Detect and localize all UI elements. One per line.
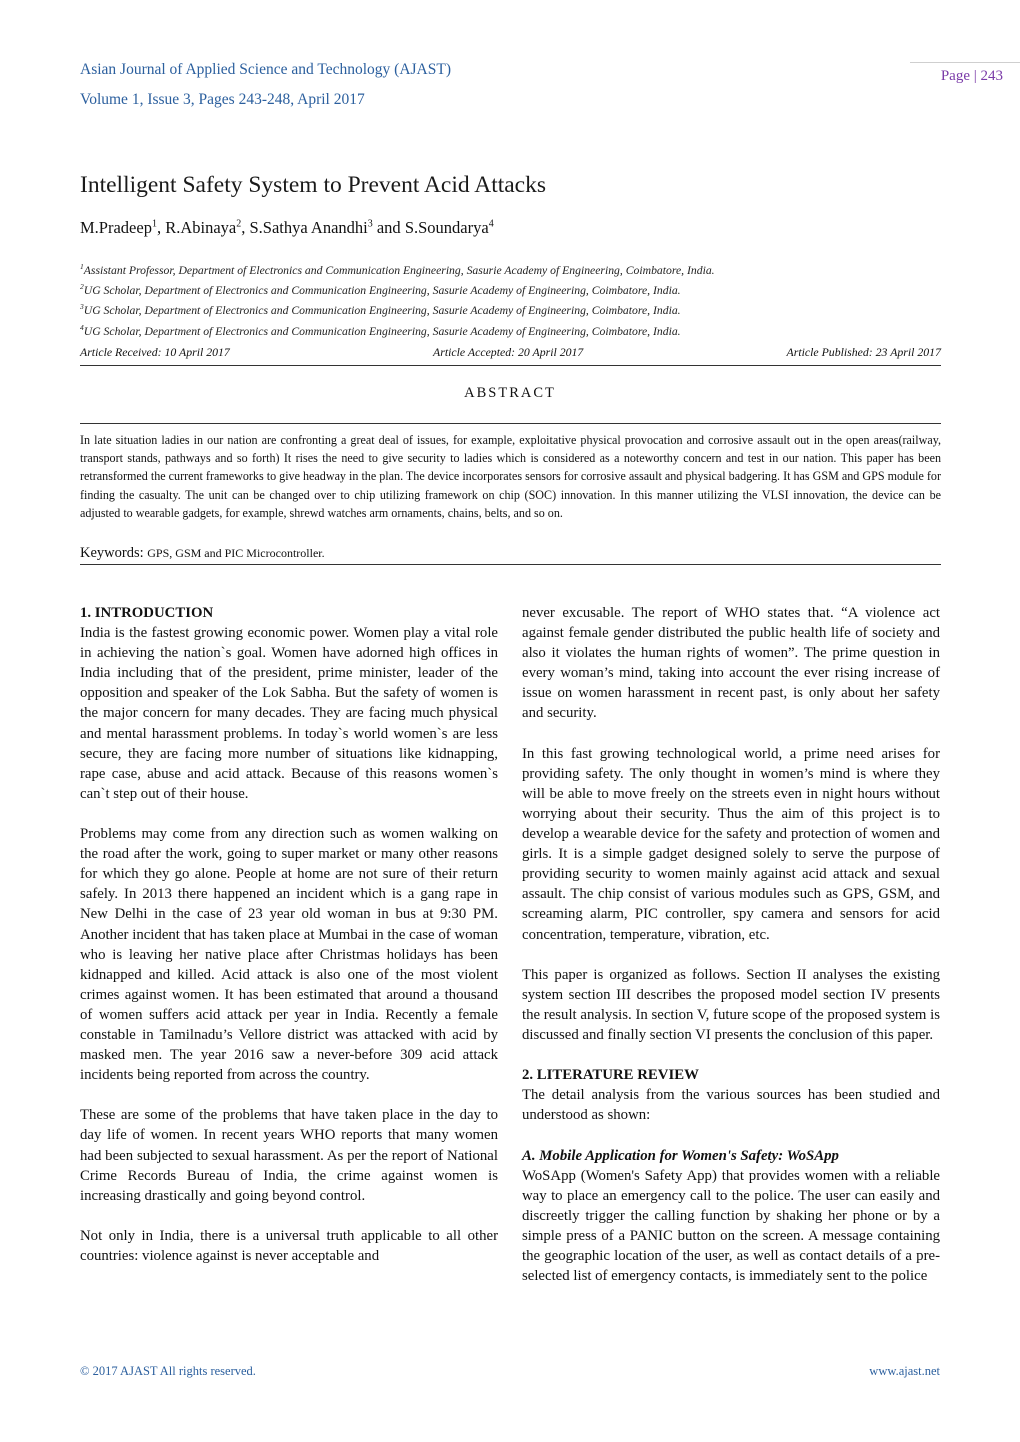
paragraph: The detail analysis from the various sources has been studied and understood as shown: (522, 1087, 940, 1124)
affiliation: $^2$UG Scholar, Department of Electronics and Communication Engineering, Sasurie Academy of Engineering, Coimbatore, India. (80, 282, 681, 298)
keywords-value: GPS, GSM and PIC Microcontroller. (147, 546, 325, 560)
paragraph: never excusable. The report of WHO states that. “A violence act against female gender distributed the public health life of society and also it violates the human rights of women”. The prime question in every woman’s mind, taking into account the ever rising increase of issue on women harassment in recent past, is only about her safety and security. (522, 605, 940, 722)
footer-website-link[interactable]: www.ajast.net (869, 1364, 940, 1378)
article-dates (80, 345, 941, 366)
paragraph: Problems may come from any direction such as women walking on the road after the work, going to super market or many other reasons for which they go alone. People at home are not sure of their return safely. In 2013 there happened an incident which is a gang rape in New Delhi in the case of 23 year old woman in bus at 9:30 PM. Another incident that has taken place at Mumbai in the case of woman who is leaving her native place after Christmas holidays has been kidnapped and killed. Acid attack is also one of the most violent crimes against women. It has been estimated that around a thousand of women suffers acid attack per year in India. Recently a female constable in Tamilnadu’s Vellore district was attacked with acid by masked men. The year 2016 saw a never-before 309 acid attack incidents being reported from across the country. (80, 826, 498, 1084)
date-accepted: Article Accepted: 20 April 2017 (433, 345, 584, 359)
keywords (80, 545, 325, 562)
affiliation: $^4$UG Scholar, Department of Electronics and Communication Engineering, Sasurie Academy of Engineering, Coimbatore, India. (80, 322, 681, 338)
volume-info: Volume 1, Issue 3, Pages 243-248, April 2017 (80, 91, 365, 108)
date-received: Article Received: 10 April 2017 (80, 345, 230, 359)
section-heading-literature-review: 2. LITERATURE REVIEW (522, 1067, 699, 1084)
abstract-heading: ABSTRACT (464, 385, 556, 401)
page-number-rule (910, 62, 1020, 63)
right-column (522, 603, 940, 1286)
left-column (80, 603, 498, 1266)
author: S.Sathya Anandhi$^3$ and (249, 218, 405, 237)
abstract-top-rule (80, 423, 941, 424)
author: M.Pradeep$^1$, (80, 218, 166, 237)
abstract-text: In late situation ladies in our nation are confronting a great deal of issues, for example, exploitative physical provocation and corrosive assault out in the open areas(railway, transport stands, pathways and so forth) It rises the need to give security to ladies which is considered as a noteworthy concern and test in our nation. This paper has been retransformed the current frameworks to give headway in the plan. The device incorporates sensors for corrosive assault and physical badgering. It has GSM and GPS module for finding the casualty. The unit can be changed over to chip utilizing framework on chip (SOC) innovation. In this manner utilizing the VLSI innovation, the device can be adjusted to wearable gadgets, for example, shrewd watches arm ornaments, chains, belts, and so on. (80, 433, 941, 520)
paragraph: India is the fastest growing economic power. Women play a vital role in achieving the nation`s goal. Women have adorned high offices in India including that of the president, prime minister, leader of the opposition and speaker of the Lok Sabha. But the safety of women is the major concern for many decades. They are facing much physical and mental harassment problems. In today`s world women`s are less secure, they are facing more number of situations like kidnapping, rape case, abuse and acid attack. Because of this reasons women`s can`t step out of their house. (80, 625, 498, 802)
author: S.Soundarya$^4$ (404, 218, 494, 237)
keywords-label: Keywords: (80, 545, 144, 561)
section-heading-introduction: 1. INTRODUCTION (80, 605, 214, 621)
footer-copyright: © 2017 AJAST All rights reserved. (80, 1364, 256, 1378)
abstract-bottom-rule (80, 564, 941, 565)
author-list (80, 218, 494, 238)
journal-header (80, 60, 451, 110)
author: R.Abinaya$^2$, (165, 218, 250, 237)
affiliations (80, 259, 940, 340)
affiliation: $^3$UG Scholar, Department of Electronics and Communication Engineering, Sasurie Academy of Engineering, Coimbatore, India. (80, 302, 681, 318)
journal-name: Asian Journal of Applied Science and Technology (AJAST) (80, 61, 451, 78)
affiliation: $^1$Assistant Professor, Department of Electronics and Communication Engineering, Sasurie Academy of Engineering, Coimbatore, India. (80, 262, 715, 277)
paragraph: This paper is organized as follows. Section II analyses the existing system section III describes the proposed model section IV presents the result analysis. In section V, future scope of the proposed system is discussed and finally section VI presents the conclusion of this paper. (522, 966, 940, 1043)
paragraph: WoSApp (Women's Safety App) that provides women with a reliable way to place an emergency call to the police. The user can easily and discreetly trigger the calling function by shaking her phone or by a simple press of a PANIC button on the screen. A message containing the geographic location of the user, as well as contact details of a pre-selected list of emergency contacts, is immediately sent to the police (522, 1167, 940, 1285)
subsection-heading: A. Mobile Application for Women's Safety: WoSApp (522, 1147, 839, 1164)
page-number: Page | 243 (940, 68, 1003, 84)
paper-title: Intelligent Safety System to Prevent Acid Attacks (80, 172, 547, 198)
paragraph: In this fast growing technological world, a prime need arises for providing safety. The only thought in women’s mind is where they will be able to move freely on the streets even in night hours without worrying about their security. Thus the aim of this project is to develop a wearable device for the safety and protection of women and girls. It is a simple gadget designed solely to serve the purpose of providing security to women mainly against acid attack and sexual assault. The chip consist of various modules such as GPS, GSM, and screaming alarm, PIC controller, spy camera and sensors for acid concentration, temperature, vibration, etc. (522, 745, 940, 943)
date-published: Article Published: 23 April 2017 (786, 345, 941, 359)
paragraph: Not only in India, there is a universal truth applicable to all other countries: violence against is never acceptable and (80, 1227, 498, 1264)
paragraph: These are some of the problems that have taken place in the day to day life of women. In recent years WHO reports that many women had been subjected to sexual harassment. As per the report of National Crime Records Bureau of India, the crime against women is increasing drastically and going beyond control. (80, 1107, 498, 1204)
